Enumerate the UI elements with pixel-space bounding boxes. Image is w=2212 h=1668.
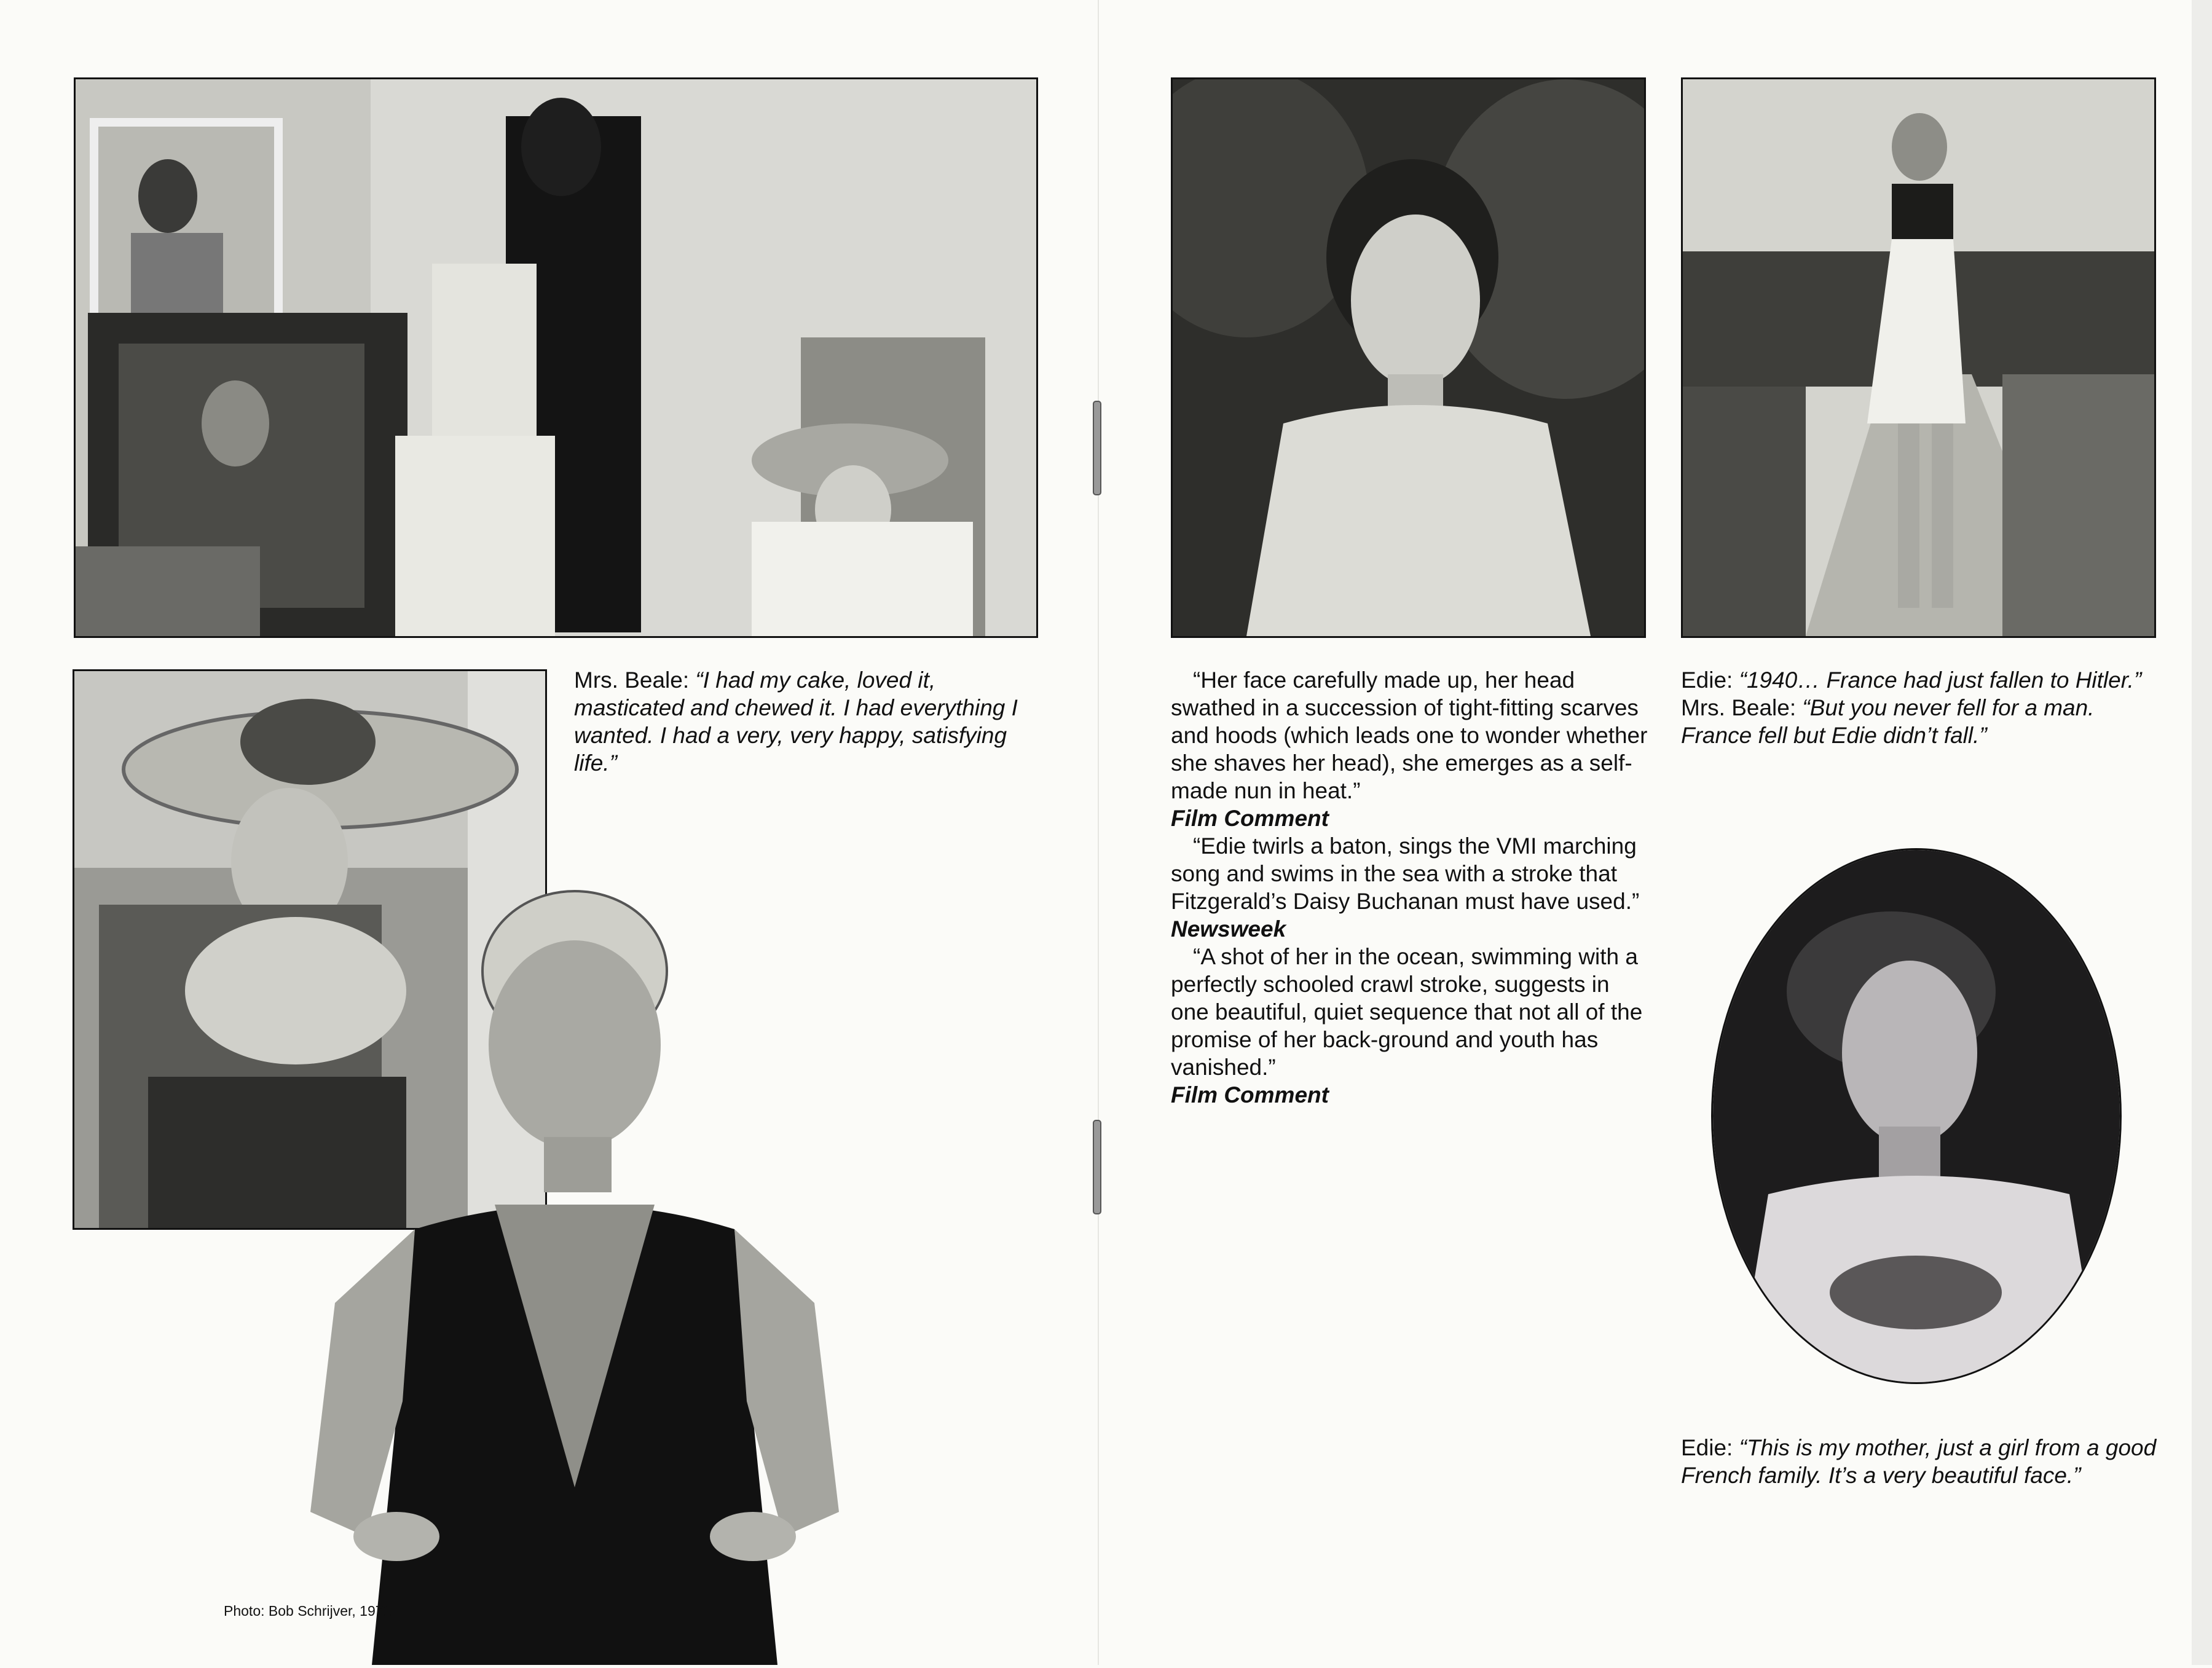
review-quote-3: “A shot of her in the ocean, swimming with a perfectly schooled crawl stroke, suggests in one beautiful, quiet sequence that not all of the promise of her back-ground and youth has vanished.” <box>1171 944 1643 1080</box>
photo-edie-swimsuit <box>310 860 839 1665</box>
review-source-2: Newsweek <box>1171 916 1286 942</box>
photo-fashion-runway <box>1681 77 2156 638</box>
fashion-runway-image <box>1683 79 2154 636</box>
review-quote-2: “Edie twirls a baton, sings the VMI marching song and swims in the sea with a stroke that Fitzgerald’s Daisy Buchanan must have used.” <box>1171 833 1640 914</box>
caption-speaker: Mrs. Beale: <box>574 667 690 693</box>
caption-1940-line2 <box>1681 694 2160 749</box>
caption-speaker: Mrs. Beale: <box>1681 695 1797 720</box>
review-quotes <box>1171 666 1650 1109</box>
caption-mother <box>1681 1434 2160 1489</box>
caption-quote: “I had my cake, loved it, masticated and chewed it. I had everything I wanted. I had a very, very happy, satisfying life.” <box>574 667 1018 776</box>
caption-speaker: Edie: <box>1681 1435 1733 1460</box>
staple-bottom <box>1093 1120 1101 1214</box>
caption-quote: “1940… France had just fallen to Hitler.” <box>1739 667 2142 693</box>
caption-quote: “This is my mother, just a girl from a good French family. It’s a very beautiful face.” <box>1681 1435 2157 1488</box>
bedroom-scene-image <box>76 79 1036 636</box>
staple-top <box>1093 401 1101 495</box>
caption-mrs-beale-cake <box>574 666 1035 777</box>
review-source-1: Film Comment <box>1171 806 1329 831</box>
caption-speaker: Edie: <box>1681 667 1733 693</box>
center-gutter <box>1098 0 1099 1665</box>
young-edie-portrait-image <box>1173 79 1644 636</box>
photo-oval-mother-portrait <box>1711 848 2122 1384</box>
photo-young-edie-portrait <box>1171 77 1646 638</box>
review-source-3: Film Comment <box>1171 1082 1329 1107</box>
caption-quote: “But you never fell for a man. France fell but Edie didn’t fall.” <box>1681 695 2095 748</box>
caption-1940-line1 <box>1681 666 2160 694</box>
photo-credit: Photo: Bob Schrijver, 1971 <box>224 1603 392 1619</box>
photo-bedroom-scene <box>74 77 1038 638</box>
edie-swimsuit-image <box>310 860 839 1665</box>
caption-1940 <box>1681 666 2160 749</box>
mother-portrait-image <box>1713 850 2120 1382</box>
page-edge <box>2192 0 2212 1665</box>
review-quote-1: “Her face carefully made up, her head swathed in a succession of tight-fitting scarves and hoods (which leads one to wonder whether she shaves her head), she emerges as a self-made nun in heat.” <box>1171 667 1648 803</box>
